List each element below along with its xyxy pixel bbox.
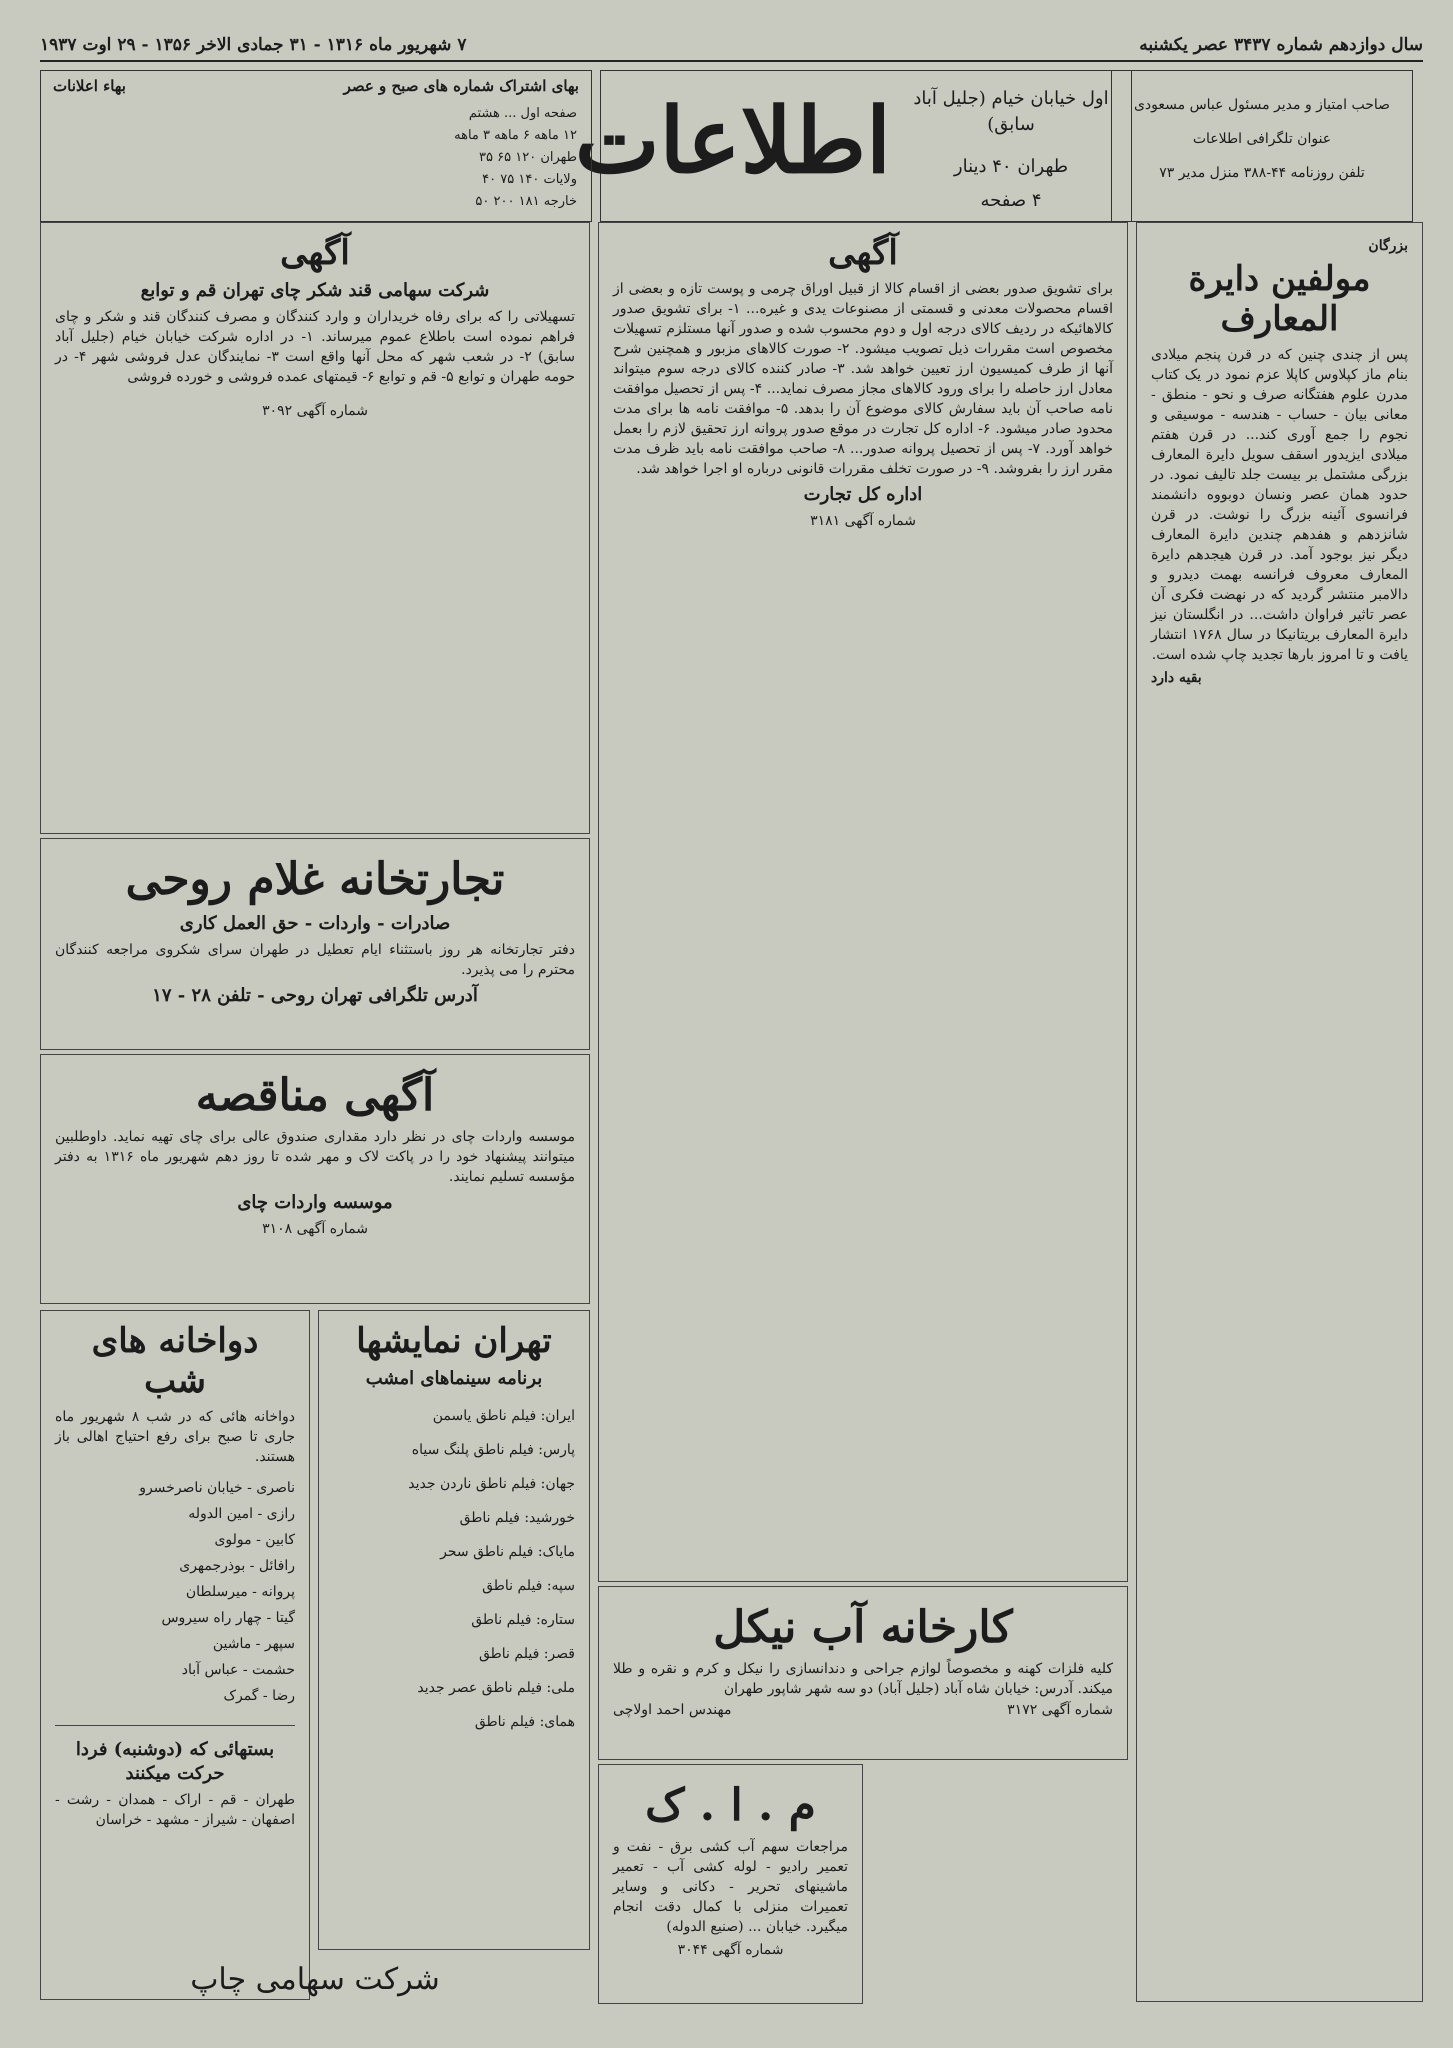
tejarat-rouhi bbox=[40, 838, 590, 1050]
pharmacy-item: سپهر - ماشین bbox=[212, 1636, 295, 1652]
address-label: اول خیابان خیام (جلیل آباد سابق) bbox=[913, 88, 1109, 135]
cinema-item: همای: فیلم ناطق bbox=[474, 1714, 575, 1730]
agahi-main-body: برای تشویق صدور بعضی از اقسام کالا از قبیل اوراق چرمی و پوست تازه و بعضی از اقسام محصولات معدنی و قسمتی از مصنوعات یدی و غیره... ۱- برای تشویق صدور کالاهائیکه در ردیف کالای درجه اول و دوم محسوب شده و صدور آنها مستلزم تسهیلات مخصوص است مقررات ذیل تصویب میشود. ۲- صورت کالاهای مزبور و همچنین شرح آنها از طرف کمیسیون ارز تعیین خواهد شد. ۳- صادر کننده کالای درجه سوم میتواند معادل ارز حاصله را برای ورود کالاهای مجاز مصرف نماید... ۴- پس از تحصیل موافقت نامه صاحب آن باید سفارش کالای موضوع آن را بدهد. ۵- موافقت نامه ها برای مدت محدود صادر میشود. ۶- اداره کل تجارت در موقع صدور پروانه ارز تحقیق لازم را بعمل خواهد آورد. ۷- پس از تحصیل پروانه صدور... ۸- صاحب موافقت نامه باید ظرف مدت مقرر ارز را بفروشد. ۹- در صورت تخلف مقررات قانونی درباره او اجرا خواهد شد. bbox=[613, 281, 1113, 477]
issue-info: سال دوازدهم شماره ۳۴۳۷ عصر یکشنبه bbox=[1139, 35, 1423, 55]
bastani-body: طهران - قم - اراک - همدان - رشت - اصفهان - شیراز - مشهد - خراسان bbox=[55, 1792, 295, 1828]
newspaper-logo: اطلاعات bbox=[574, 88, 891, 194]
owner-box bbox=[1111, 70, 1413, 222]
davakhane bbox=[40, 1310, 310, 2000]
cinema-item: جهان: فیلم ناطق ناردن جدید bbox=[408, 1476, 575, 1492]
moalefin-body: پس از چندی چنین که در قرن پنجم میلادی بنام ماز کپلاوس کاپلا عزم نمود در یک کتاب مدرن علوم هفتگانه صرف و نحو - منطق - معانی بیان - حساب - هندسه - موسیقی و نجوم را جمع آوری کند... در قرن هفتم میلادی ایزیدور اسقف سویل دایرة المعارف بزرگی مشتمل بر بیست جلد تالیف نمود. در حدود همان عصر ونسان دوبووه دانشمند فرانسوی آئینه بزرگ را نوشت. در قرن شانزدهم و هفدهم چندین دایرة المعارف دیگر نیز بوجود آمد. در قرن هیجدهم دایرة المعارف معروف فرانسه بهمت دیدرو و دالامبر منتشر گردید که در نهضت فکری آن عصر تاثیر فراوان داشت... در انگلستان نیز دایرة المعارف بریتانیکا در سال ۱۷۶۸ انتشار یافت و تا امروز بارها تجدید چاپ شده است. bbox=[1151, 347, 1408, 663]
cinema-item: ستاره: فیلم ناطق bbox=[471, 1612, 575, 1628]
pharmacy-item: رافائل - بوذرجمهری bbox=[179, 1558, 295, 1574]
sahami-footer: شرکت سهامی چاپ bbox=[190, 1962, 440, 1997]
tejarat-address: آدرس تلگرافی تهران روحی - تلفن ۲۸ - ۱۷ bbox=[152, 985, 478, 1006]
monaghese-body: موسسه واردات چای در نظر دارد مقداری صندوق عالی برای چای تهیه نماید. داوطلبین میتوانند پیشنهاد خود را در پاکت لاک و مهر شده تا روز دهم شهریور ماه ۱۳۱۶ به دفتر مؤسسه تسلیم نمایند. bbox=[55, 1129, 575, 1185]
rate-row: خارجه ۱۸۱ ۲۰۰ ۵۰ bbox=[475, 194, 577, 209]
pharmacy-item: رازی - امین الدوله bbox=[188, 1506, 295, 1522]
issue-date: ۷ شهریور ماه ۱۳۱۶ - ۳۱ جمادی الاخر ۱۳۵۶ - ۲۹ اوت ۱۹۳۷ bbox=[40, 35, 467, 55]
rate-row: صفحه اول ... هشتم bbox=[468, 106, 577, 121]
davakhane-list bbox=[55, 1475, 295, 1709]
logo-side bbox=[911, 86, 1111, 214]
monaghese-footer: شماره آگهی ۳۱۰۸ bbox=[262, 1221, 368, 1237]
nickel-footer: شماره آگهی ۳۱۷۲ bbox=[1007, 1702, 1113, 1718]
pages-label: ۴ صفحه bbox=[980, 190, 1042, 211]
cinema-sub: برنامه سینماهای امشب bbox=[365, 1368, 543, 1389]
cinema-item: مایاک: فیلم ناطق سحر bbox=[440, 1544, 575, 1560]
moalefin-tag: بزرگان bbox=[1368, 238, 1408, 254]
rates-box bbox=[40, 70, 592, 222]
pharmacy-item: رضا - گمرک bbox=[223, 1688, 295, 1704]
moalefin-footer: بقیه دارد bbox=[1151, 670, 1202, 686]
pharmacy-item: پروانه - میرسلطان bbox=[185, 1584, 295, 1600]
moalefin bbox=[1136, 222, 1423, 2002]
nickel bbox=[598, 1586, 1128, 1760]
bastani-title: بستهائی که (دوشنبه) فردا حرکت میکنند bbox=[75, 1739, 275, 1784]
agahi-main bbox=[598, 222, 1128, 1582]
cinema-item: ملی: فیلم ناطق عصر جدید bbox=[417, 1680, 575, 1696]
agahi-main-footer: شماره آگهی ۳۱۸۱ bbox=[810, 513, 916, 529]
rate-row: ۱۲ ماهه ۶ ماهه ۳ ماهه bbox=[454, 128, 577, 143]
subscription-title: بهای اشتراک شماره های صبح و عصر bbox=[343, 77, 579, 95]
bastani-block bbox=[55, 1725, 295, 1830]
monaghese-sign: موسسه واردات چای bbox=[237, 1192, 393, 1213]
pharmacy-item: حشمت - عباس آباد bbox=[181, 1662, 295, 1678]
cinema-item: ایران: فیلم ناطق یاسمن bbox=[432, 1408, 575, 1424]
cinema-title: تهران نمایشها bbox=[356, 1321, 552, 1361]
tejarat-title: تجارتخانه غلام روحی bbox=[125, 854, 505, 905]
tejarat-body: دفتر تجارتخانه هر روز باستثناء ایام تعطیل در طهران سرای شکروی مراجعه کنندگان محترم را می پذیرد. bbox=[55, 942, 575, 978]
pharmacy-item: گیتا - چهار راه سیروس bbox=[161, 1610, 295, 1626]
phone-line: تلفن روزنامه ۴۴-۳۸۸ منزل مدیر ۷۳ bbox=[1159, 165, 1365, 181]
cinema-list bbox=[333, 1399, 575, 1739]
mak bbox=[598, 1764, 863, 2004]
mak-footer: شماره آگهی ۳۰۴۴ bbox=[677, 1942, 784, 1958]
telegraph-line: عنوان تلگرافی اطلاعات bbox=[1192, 131, 1332, 147]
nickel-title: کارخانه آب نیکل bbox=[713, 1602, 1013, 1653]
cinema-item: خورشید: فیلم ناطق bbox=[459, 1510, 575, 1526]
agahi-sugar bbox=[40, 222, 590, 834]
davakhane-body: دواخانه هائی که در شب ۸ شهریور ماه جاری تا صبح برای رفع احتیاج اهالی باز هستند. bbox=[55, 1409, 295, 1465]
agahi-title: آگهی bbox=[280, 233, 350, 273]
davakhane-title: دواخانه های شب bbox=[91, 1321, 259, 1401]
nickel-engineer: مهندس احمد اولاچی bbox=[613, 1702, 732, 1718]
tejarat-sub: صادرات - واردات - حق العمل کاری bbox=[179, 913, 451, 934]
cinema-item: قصر: فیلم ناطق bbox=[478, 1646, 575, 1662]
agahi-footer: شماره آگهی ۳۰۹۲ bbox=[262, 403, 368, 419]
agahi-main-title: آگهی bbox=[828, 233, 898, 273]
owner-line: صاحب امتیاز و مدیر مسئول عباس مسعودی bbox=[1133, 97, 1391, 113]
rate-row: طهران ۱۲۰ ۶۵ ۳۵ bbox=[479, 150, 577, 165]
rate-row: ولایات ۱۴۰ ۷۵ ۴۰ bbox=[482, 172, 577, 187]
ads-title: بهاء اعلانات bbox=[53, 77, 126, 95]
nickel-body: کلیه فلزات کهنه و مخصوصاً لوازم جراحی و دندانسازی را نیکل و کرم و نقره و طلا میکند. آدرس: خیابان شاه آباد (جلیل آباد) دو سه شهر شاپور طهران bbox=[613, 1661, 1113, 1697]
agahi-main-sign: اداره کل تجارت bbox=[803, 484, 923, 505]
masthead bbox=[40, 30, 1423, 62]
cinema-item: سپه: فیلم ناطق bbox=[482, 1578, 575, 1594]
cinema bbox=[318, 1310, 590, 1950]
logo-box bbox=[574, 70, 1132, 222]
monaghese-title: آگهی مناقصه bbox=[195, 1070, 435, 1121]
price-label: طهران ۴۰ دینار bbox=[953, 156, 1069, 177]
moalefin-title: مولفین دایرة المعارف bbox=[1188, 259, 1371, 339]
monaghese bbox=[40, 1054, 590, 1304]
rate-rows bbox=[41, 101, 591, 215]
cinema-item: پارس: فیلم ناطق پلنگ سیاه bbox=[411, 1442, 575, 1458]
pharmacy-item: کابین - مولوی bbox=[214, 1532, 295, 1548]
agahi-body: تسهیلاتی را که برای رفاه خریداران و وارد کنندگان و مصرف کنندگان قند و شکر و چای فراهم نموده است باطلاع عموم میرساند. ۱- در اداره شرکت خیابان خیام (جلیل آباد سابق) ۲- در شعب شهر که محل آنها واقع است ۳- نمایندگان عدل فروشی شهر ۴- در حومه طهران و توابع ۵- قم و توابع ۶- قیمتهای عمده فروشی و خورده فروشی bbox=[55, 309, 575, 385]
pharmacy-item: ناصری - خیابان ناصرخسرو bbox=[139, 1480, 295, 1496]
agahi-subtitle: شرکت سهامی قند شکر چای تهران قم و توابع bbox=[140, 280, 490, 301]
mak-body: مراجعات سهم آب کشی برق - نفت و تعمیر رادیو - لوله کشی آب - تعمیر ماشینهای تحریر - دکانی و وسایر تعمیرات منزلی با کمال دقت انجام میگیرد. خیابان ... (صنیع الدوله) bbox=[613, 1839, 848, 1935]
mak-title: م . ا . ک bbox=[645, 1780, 816, 1831]
